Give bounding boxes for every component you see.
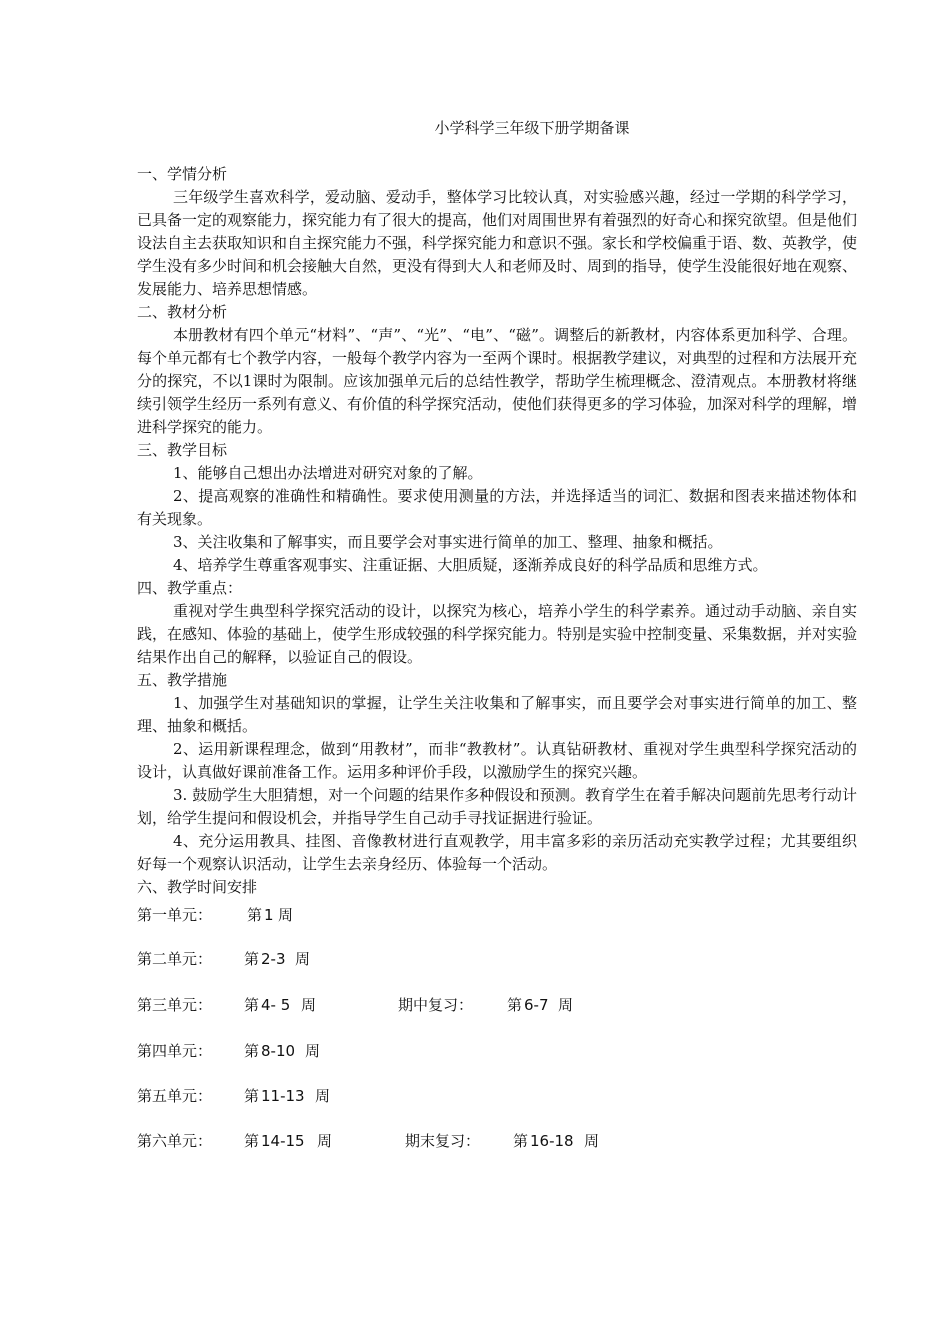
schedule-week-number: 8-10 xyxy=(261,1042,296,1060)
section-heading-teaching-goals: 三、教学目标 xyxy=(137,441,228,459)
schedule-week-suffix: 周 xyxy=(295,950,311,968)
schedule-review-label: 期中复习： xyxy=(398,996,474,1014)
schedule-week-number: 14-15 xyxy=(261,1132,305,1150)
schedule-week-suffix: 周 xyxy=(317,1132,333,1150)
schedule-week-number: 2-3 xyxy=(261,950,286,968)
schedule-week-suffix: 周 xyxy=(315,1087,331,1105)
schedule-week-prefix: 第 xyxy=(244,1132,260,1150)
schedule-review-prefix: 第 xyxy=(513,1132,529,1150)
section-heading-schedule: 六、教学时间安排 xyxy=(137,878,258,896)
section-heading-teaching-focus: 四、教学重点： xyxy=(137,579,243,597)
teaching-measure-item: 2、运用新课程理念，做到“用教材”，而非“教教材”。认真钻研教材、重视对学生典型科学探究活动的设计，认真做好课前准备工作。运用多种评价手段，以激励学生的探究兴趣。 xyxy=(137,740,857,781)
section-heading-teaching-measures: 五、教学措施 xyxy=(137,671,228,689)
schedule-week-prefix: 第 xyxy=(247,906,263,924)
schedule-week-prefix: 第 xyxy=(244,996,260,1014)
schedule-week-number: 4- 5 xyxy=(261,996,291,1014)
schedule-unit-label: 第一单元： xyxy=(137,906,213,924)
schedule-unit-label: 第四单元： xyxy=(137,1042,213,1060)
schedule-week-prefix: 第 xyxy=(244,950,260,968)
schedule-review-suffix: 周 xyxy=(558,996,574,1014)
schedule-unit-label: 第六单元： xyxy=(137,1132,213,1150)
textbook-analysis-paragraph: 本册教材有四个单元“材料”、“声”、“光”、“电”、“磁”。调整后的新教材，内容体系更加科学、合理。每个单元都有七个教学内容，一般每个教学内容为一至两个课时。根据教学建议，对典型的过程和方法展开充分的探究，不以1课时为限制。应该加强单元后的总结性教学，帮助学生梳理概念、澄清观点。本册教材将继续引领学生经历一系列有意义、有价值的科学探究活动，使他们获得更多的学习体验，加深对科学的理解，增进科学探究的能力。 xyxy=(137,326,858,436)
schedule-week-suffix: 周 xyxy=(305,1042,321,1060)
teaching-measure-item: 4、充分运用教具、挂图、音像教材进行直观教学，用丰富多彩的亲历活动充实教学过程；尤其要组织好每一个观察认识活动，让学生去亲身经历、体验每一个活动。 xyxy=(137,832,857,873)
schedule-week-number: 1 xyxy=(264,906,274,924)
schedule-review-suffix: 周 xyxy=(584,1132,600,1150)
schedule-review-number: 6-7 xyxy=(524,996,549,1014)
teaching-goal-item: 3、关注收集和了解事实，而且要学会对事实进行简单的加工、整理、抽象和概括。 xyxy=(173,533,723,551)
teaching-measure-item: 3. 鼓励学生大胆猜想，对一个问题的结果作多种假设和预测。教育学生在着手解决问题前先思考行动计划，给学生提问和假设机会，并指导学生自己动手寻找证据进行验证。 xyxy=(137,786,857,827)
section-heading-learning-analysis: 一、学情分析 xyxy=(137,165,228,183)
schedule-review-prefix: 第 xyxy=(507,996,523,1014)
learning-analysis-paragraph: 三年级学生喜欢科学，爱动脑、爱动手，整体学习比较认真，对实验感兴趣，经过一学期的科学学习， 已具备一定的观察能力，探究能力有了很大的提高，他们对周围世界有着强烈的好奇心和探究欲望。但是他们设法自主去获取知识和自主探究能力不强，科学探究能力和意识不强。家长和学校偏重于语、数、英教学，使学生没有多少时间和机会接触大自然，更没有得到大人和老师及时、周到的指导，使学生没能很好地在观察、发展能力、培养思想情感。 xyxy=(137,188,858,298)
schedule-unit-label: 第五单元： xyxy=(137,1087,213,1105)
teaching-goal-item: 2、提高观察的准确性和精确性。要求使用测量的方法，并选择适当的词汇、数据和图表来描述物体和有关现象。 xyxy=(137,487,857,528)
schedule-unit-label: 第二单元： xyxy=(137,950,213,968)
schedule-week-suffix: 周 xyxy=(278,906,294,924)
schedule-week-number: 11-13 xyxy=(261,1087,305,1105)
teaching-goal-item: 1、能够自己想出办法增进对研究对象的了解。 xyxy=(173,464,483,482)
section-heading-textbook-analysis: 二、教材分析 xyxy=(137,303,228,321)
schedule-unit-label: 第三单元： xyxy=(137,996,213,1014)
schedule-week-prefix: 第 xyxy=(244,1087,260,1105)
schedule-review-number: 16-18 xyxy=(530,1132,574,1150)
teaching-goal-item: 4、培养学生尊重客观事实、注重证据、大胆质疑，逐渐养成良好的科学品质和思维方式。 xyxy=(173,556,768,574)
teaching-measure-item: 1、加强学生对基础知识的掌握，让学生关注收集和了解事实，而且要学会对事实进行简单的加工、整理、抽象和概括。 xyxy=(137,694,857,735)
schedule-review-label: 期末复习： xyxy=(405,1132,481,1150)
document-body xyxy=(137,163,857,899)
schedule-week-suffix: 周 xyxy=(301,996,317,1014)
schedule-week-prefix: 第 xyxy=(244,1042,260,1060)
document-title: 小学科学三年级下册学期备课 xyxy=(434,119,630,137)
teaching-focus-paragraph: 重视对学生典型科学探究活动的设计，以探究为核心，培养小学生的科学素养。通过动手动脑、亲自实践，在感知、体验的基础上，使学生形成较强的科学探究能力。特别是实验中控制变量、采集数据，并对实验结果作出自己的解释，以验证自己的假设。 xyxy=(137,602,858,666)
